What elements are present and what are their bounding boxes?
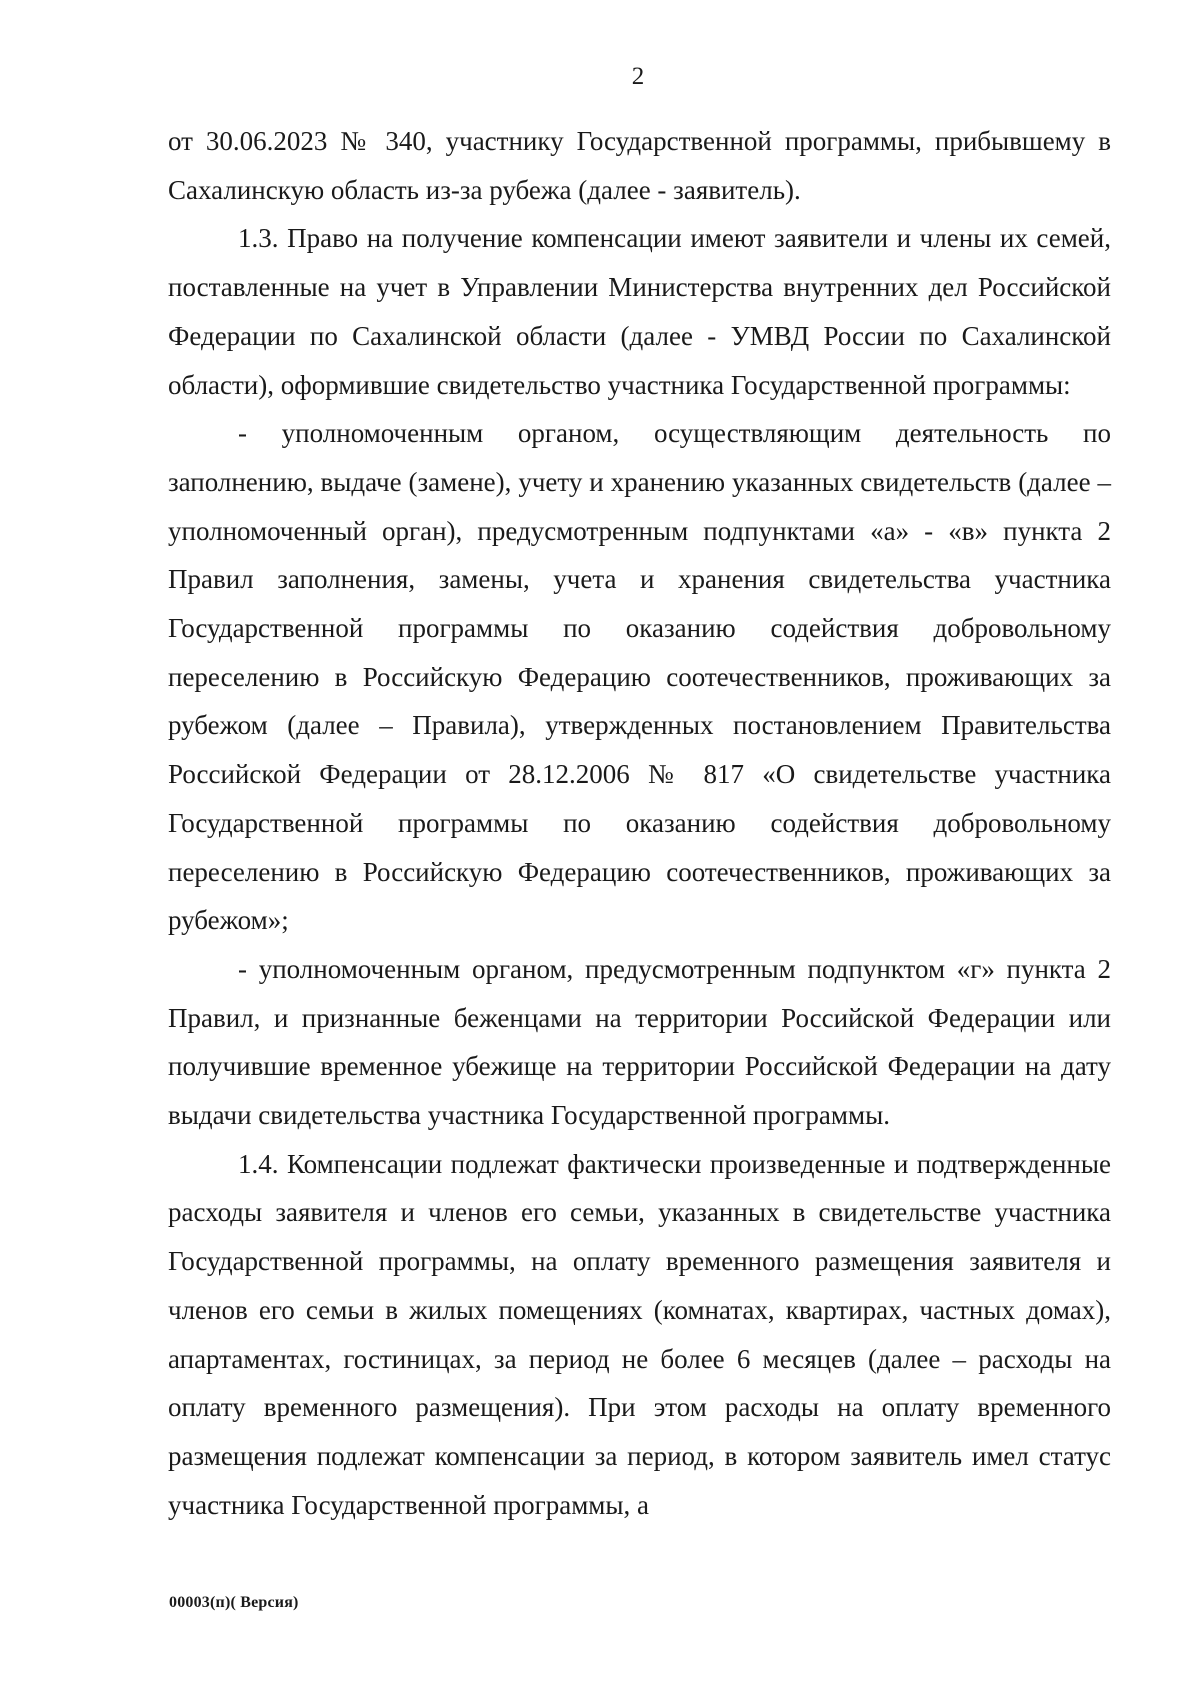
page-number: 2 [631, 63, 645, 90]
paragraph-bullet-1: - уполномоченным органом, осуществляющим деятельность по заполнению, выдаче (замене), учету и хранению указанных свидетельств (далее – уполномоченный орган), предусмотренным подпунктами «а» - «в» пункта 2 Правил заполнения, замены, учета и хранения свидетельства участника Государственной программы по оказанию содействия добровольному переселению в Российскую Федерацию соотечественников, проживающих за рубежом (далее – Правила), утвержденных постановлением Правительства Российской Федерации от 28.12.2006 № 817 «О свидетельстве участника Государственной программы по оказанию содействия добровольному переселению в Российскую Федерацию соотечественников, проживающих за рубежом»; [168, 418, 1111, 936]
paragraph-bullet-2: - уполномоченным органом, предусмотренным подпунктом «г» пункта 2 Правил, и признанные беженцами на территории Российской Федерации или получившие временное убежище на территории Российской Федерации на дату выдачи свидетельства участника Государственной программы. [168, 953, 1111, 1131]
paragraph-continuation: от 30.06.2023 № 340, участнику Государственной программы, прибывшему в Сахалинскую область из-за рубежа (далее - заявитель). [168, 126, 1111, 205]
footer-document-code: 00003(п)( Версия) [169, 1594, 299, 1611]
paragraph-1-4: 1.4. Компенсации подлежат фактически произведенные и подтвержденные расходы заявителя и членов его семьи, указанных в свидетельстве участника Государственной программы, на оплату временного размещения заявителя и членов его семьи в жилых помещениях (комнатах, квартирах, частных домах), апартаментах, гостиницах, за период не более 6 месяцев (далее – расходы на оплату временного размещения). При этом расходы на оплату временного размещения подлежат компенсации за период, в котором заявитель имел статус участника Государственной программы, а [168, 1148, 1111, 1520]
paragraph-1-3: 1.3. Право на получение компенсации имеют заявители и члены их семей, поставленные на учет в Управлении Министерства внутренних дел Российской Федерации по Сахалинской области (далее - УМВД России по Сахалинской области), оформившие свидетельство участника Государственной программы: [168, 223, 1111, 400]
document-body [168, 117, 1111, 1529]
